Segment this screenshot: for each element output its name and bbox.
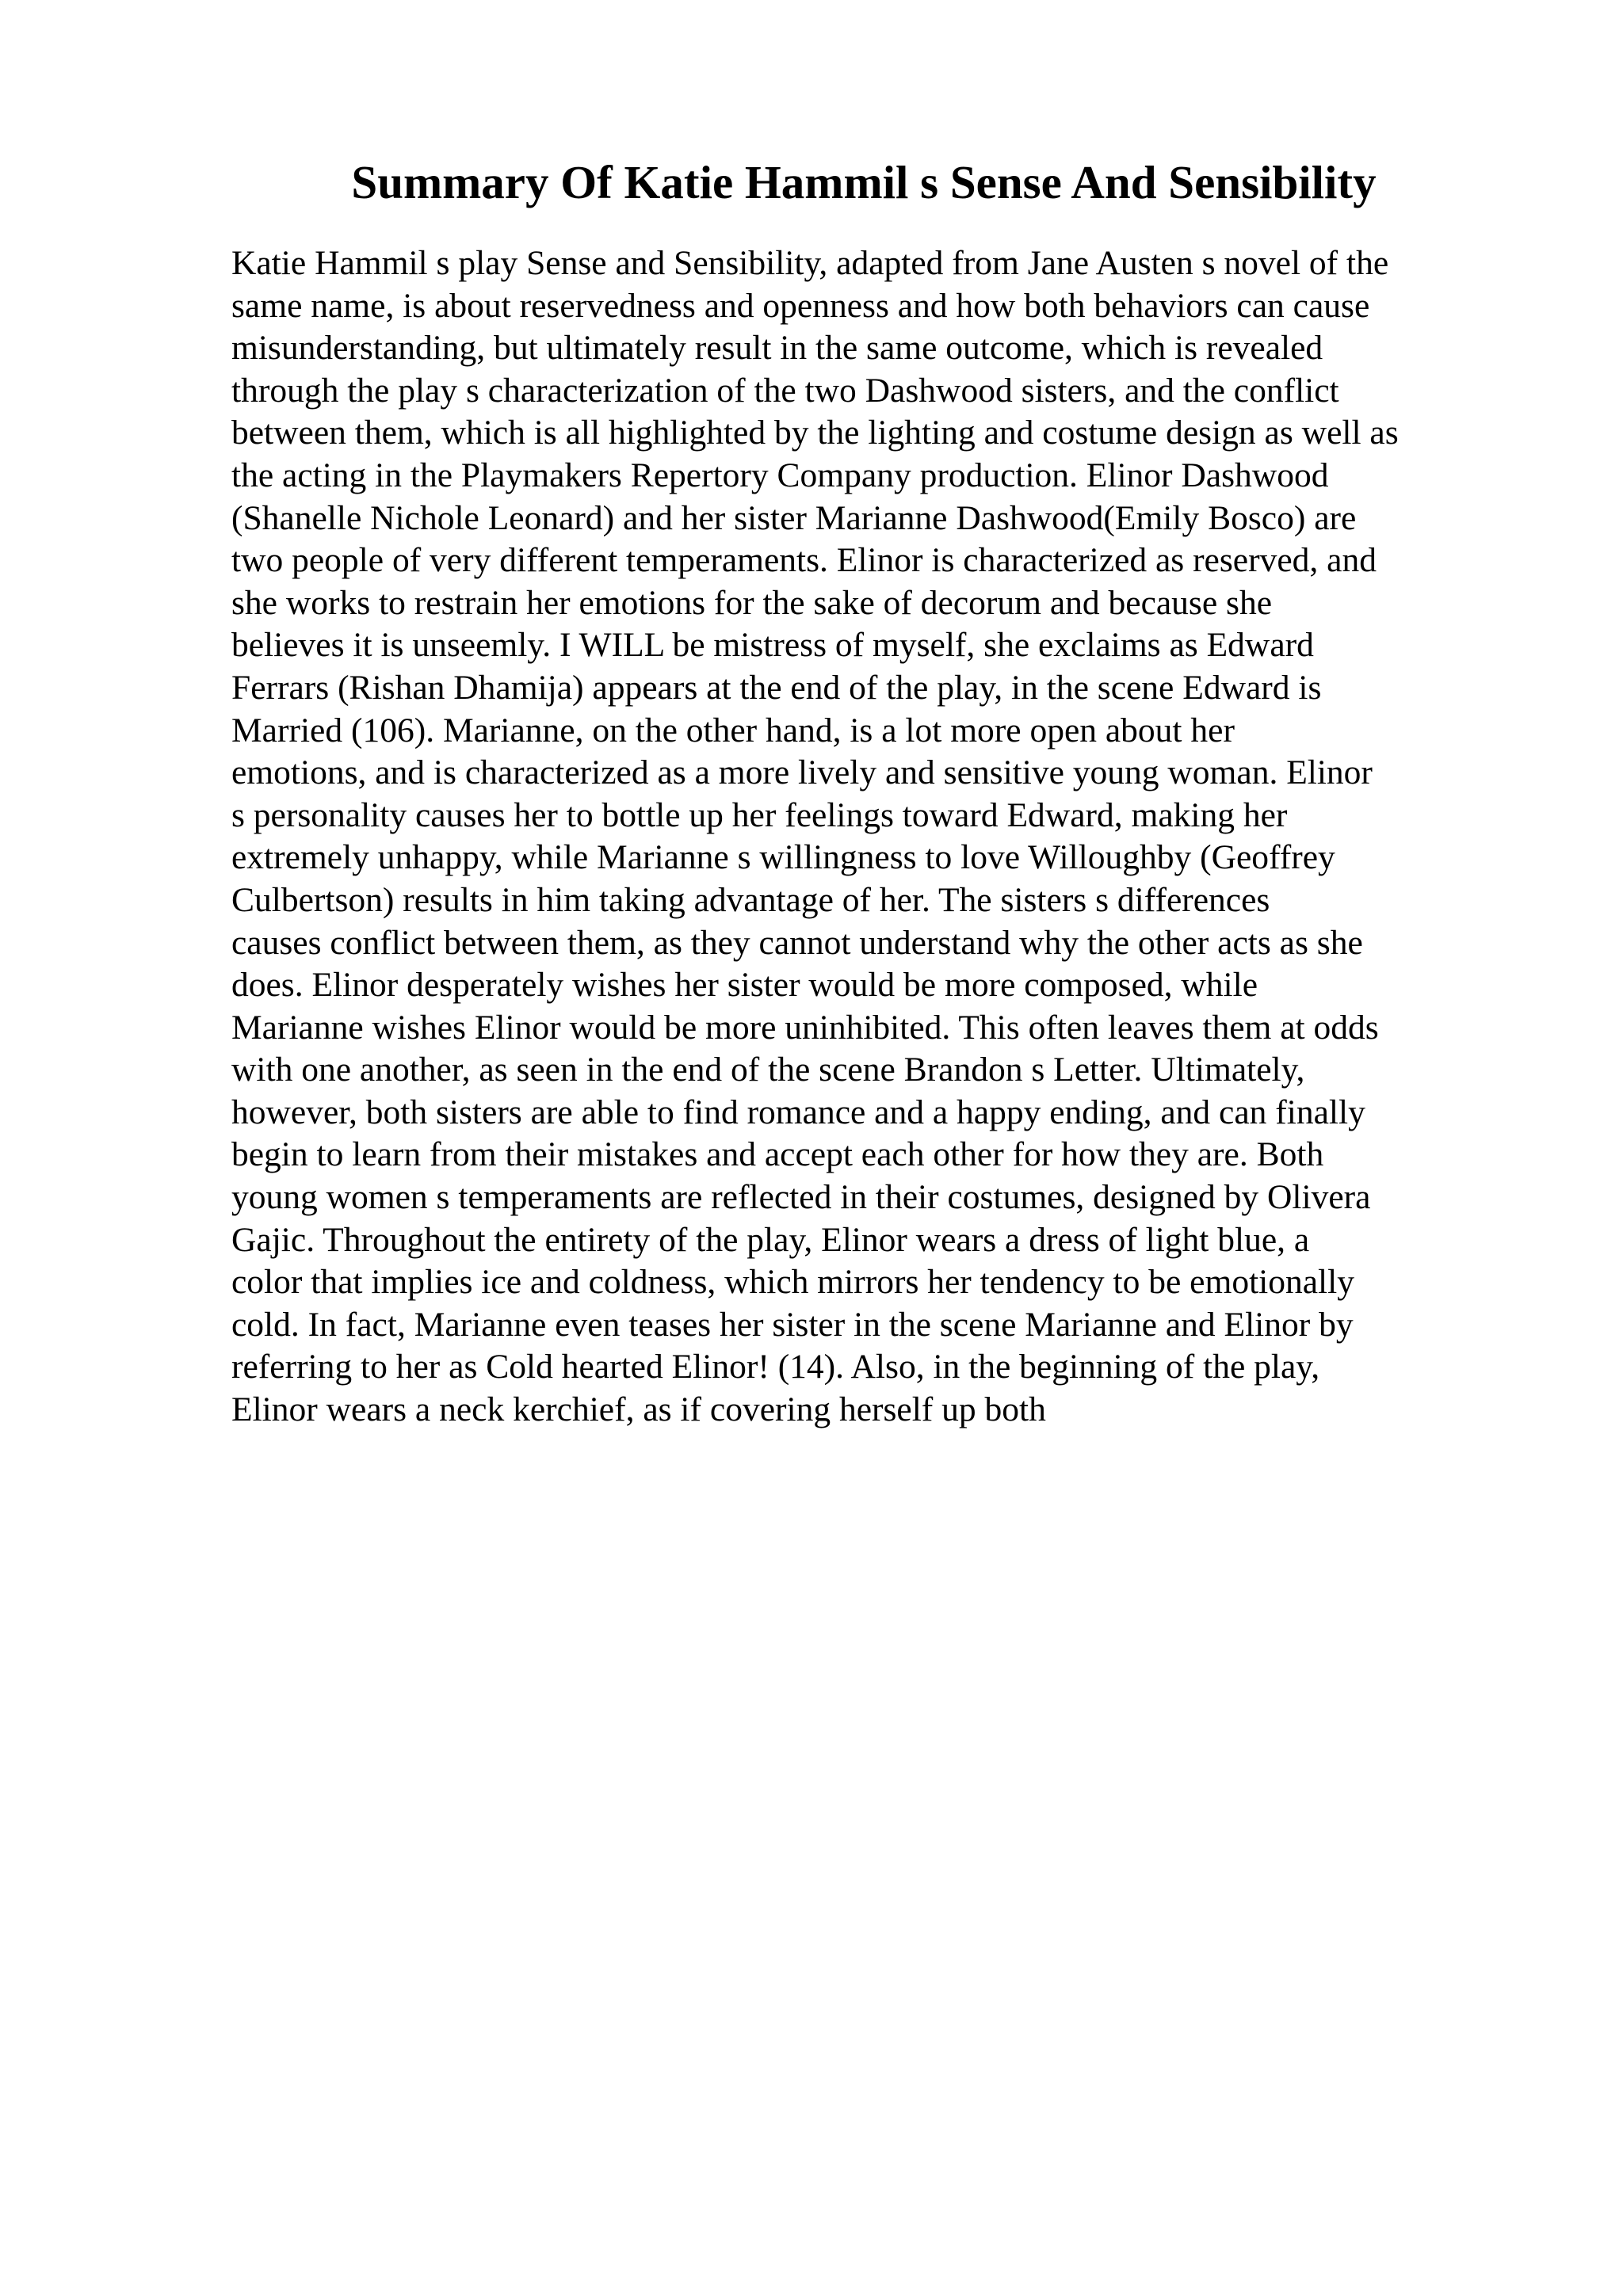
body-line: Culbertson) results in him taking advantage of her. The sisters s differences [231, 880, 1270, 919]
body-line: Ferrars (Rishan Dhamija) appears at the end of the play, in the scene Edward is [231, 668, 1322, 707]
body-line: young women s temperaments are reflected in their costumes, designed by Olivera [231, 1178, 1371, 1217]
body-line: s personality causes her to bottle up her feelings toward Edward, making her [231, 795, 1288, 834]
body-line: Katie Hammil s play Sense and Sensibility, adapted from Jane Austen s novel of the [231, 244, 1389, 282]
body-line: Gajic. Throughout the entirety of the play, Elinor wears a dress of light blue, a [231, 1220, 1310, 1259]
body-line: same name, is about reservedness and openness and how both behaviors can cause [231, 286, 1370, 325]
document-title: Summary Of Katie Hammil s Sense And Sensibility [351, 156, 1377, 208]
body-line: extremely unhappy, while Marianne s willingness to love Willoughby (Geoffrey [231, 838, 1335, 877]
body-line: misunderstanding, but ultimately result in the same outcome, which is revealed [231, 329, 1323, 368]
body-line: causes conflict between them, as they cannot understand why the other acts as she [231, 923, 1363, 962]
document-body [231, 242, 1499, 1432]
body-line: she works to restrain her emotions for the sake of decorum and because she [231, 583, 1273, 622]
body-line: the acting in the Playmakers Repertory Company production. Elinor Dashwood [231, 456, 1329, 494]
body-line: referring to her as Cold hearted Elinor! (14). Also, in the beginning of the play, [231, 1348, 1320, 1386]
body-line: Marianne wishes Elinor would be more uninhibited. This often leaves them at odds [231, 1008, 1379, 1047]
body-line: two people of very different temperaments. Elinor is characterized as reserved, and [231, 541, 1377, 580]
body-line: (Shanelle Nichole Leonard) and her sister Marianne Dashwood(Emily Bosco) are [231, 498, 1357, 537]
body-line: however, both sisters are able to find romance and a happy ending, and can finally [231, 1093, 1365, 1131]
body-line: does. Elinor desperately wishes her sister would be more composed, while [231, 966, 1258, 1005]
body-line: Elinor wears a neck kerchief, as if covering herself up both [231, 1390, 1046, 1429]
body-line: color that implies ice and coldness, which mirrors her tendency to be emotionally [231, 1263, 1354, 1302]
body-line: between them, which is all highlighted by the lighting and costume design as well as [231, 414, 1399, 452]
body-line: cold. In fact, Marianne even teases her sister in the scene Marianne and Elinor by [231, 1305, 1354, 1344]
body-line: believes it is unseemly. I WILL be mistress of myself, she exclaims as Edward [231, 626, 1314, 665]
body-line: begin to learn from their mistakes and accept each other for how they are. Both [231, 1135, 1324, 1174]
body-line: with one another, as seen in the end of the scene Brandon s Letter. Ultimately, [231, 1051, 1305, 1089]
body-line: emotions, and is characterized as a more lively and sensitive young woman. Elinor [231, 753, 1373, 792]
body-line: through the play s characterization of the two Dashwood sisters, and the conflict [231, 371, 1339, 410]
body-line: Married (106). Marianne, on the other hand, is a lot more open about her [231, 711, 1235, 749]
